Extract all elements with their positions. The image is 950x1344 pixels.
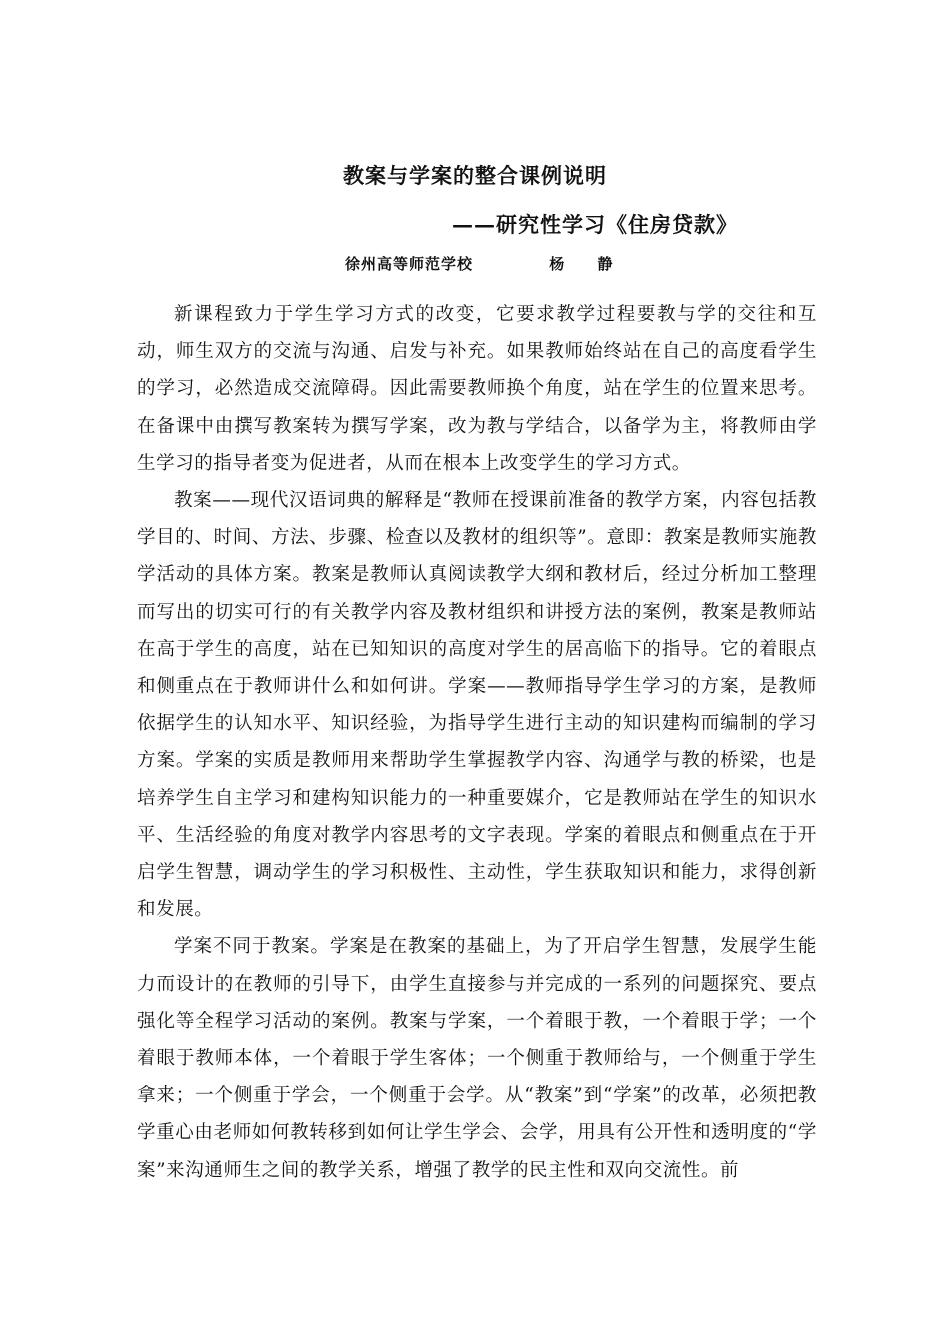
paragraph-1: 新课程致力于学生学习方式的改变，它要求教学过程要教与学的交往和互动，师生双方的交流与沟通、启发与补充。如果教师始终站在自己的高度看学生的学习，必然造成交流障碍。因此需要教师换个角度，站在学生的位置来思考。在备课中由撰写教案转为撰写学案，改为教与学结合，以备学为主，将教师由学生学习的指导者变为促进者，从而在根本上改变学生的学习方式。 — [137, 304, 817, 474]
paragraph-2: 教案——现代汉语词典的解释是“教师在授课前准备的教学方案，内容包括教学目的、时间、方法、步骤、检查以及教材的组织等”。意即：教案是教师实施教学活动的具体方案。教案是教师认真阅读教学大纲和教材后，经过分析加工整理而写出的切实可行的有关教学内容及教材组织和讲授方法的案例，教案是教师站在高于学生的高度，站在已知知识的高度对学生的居高临下的指导。它的着眼点和侧重点在于教师讲什么和如何讲。学案——教师指导学生学习的方案，是教师依据学生的认知水平、知识经验，为指导学生进行主动的知识建构而编制的学习方案。学案的实质是教师用来帮助学生掌握教学内容、沟通学与教的桥梁，也是培养学生自主学习和建构知识能力的一种重要媒介，它是教师站在学生的知识水平、生活经验的角度对教学内容思考的文字表现。学案的着眼点和侧重点在于开启学生智慧，调动学生的学习积极性、主动性，学生获取知识和能力，求得创新和发展。 — [137, 490, 817, 921]
paragraph-3: 学案不同于教案。学案是在教案的基础上，为了开启学生智慧，发展学生能力而设计的在教师的引导下，由学生直接参与并完成的一系列的问题探究、要点强化等全程学习活动的案例。教案与学案，一个着眼于教，一个着眼于学；一个着眼于教师本体，一个着眼于学生客体；一个侧重于教师给与，一个侧重于学生拿来；一个侧重于学会，一个侧重于会学。从“教案”到“学案”的改革，必须把教学重心由老师如何教转移到如何让学生学会、会学，用具有公开性和透明度的“学案”来沟通师生之间的教学关系，增强了教学的民主性和双向交流性。前 — [137, 936, 817, 1181]
school-name: 徐州高等师范学校 — [345, 255, 474, 273]
document-body — [137, 296, 817, 1189]
author-line — [345, 254, 626, 274]
author-name: 杨 静 — [549, 255, 627, 273]
document-title: 教案与学案的整合课例说明 — [343, 163, 607, 188]
document-subtitle: ——研究性学习《住房贷款》 — [452, 212, 738, 237]
